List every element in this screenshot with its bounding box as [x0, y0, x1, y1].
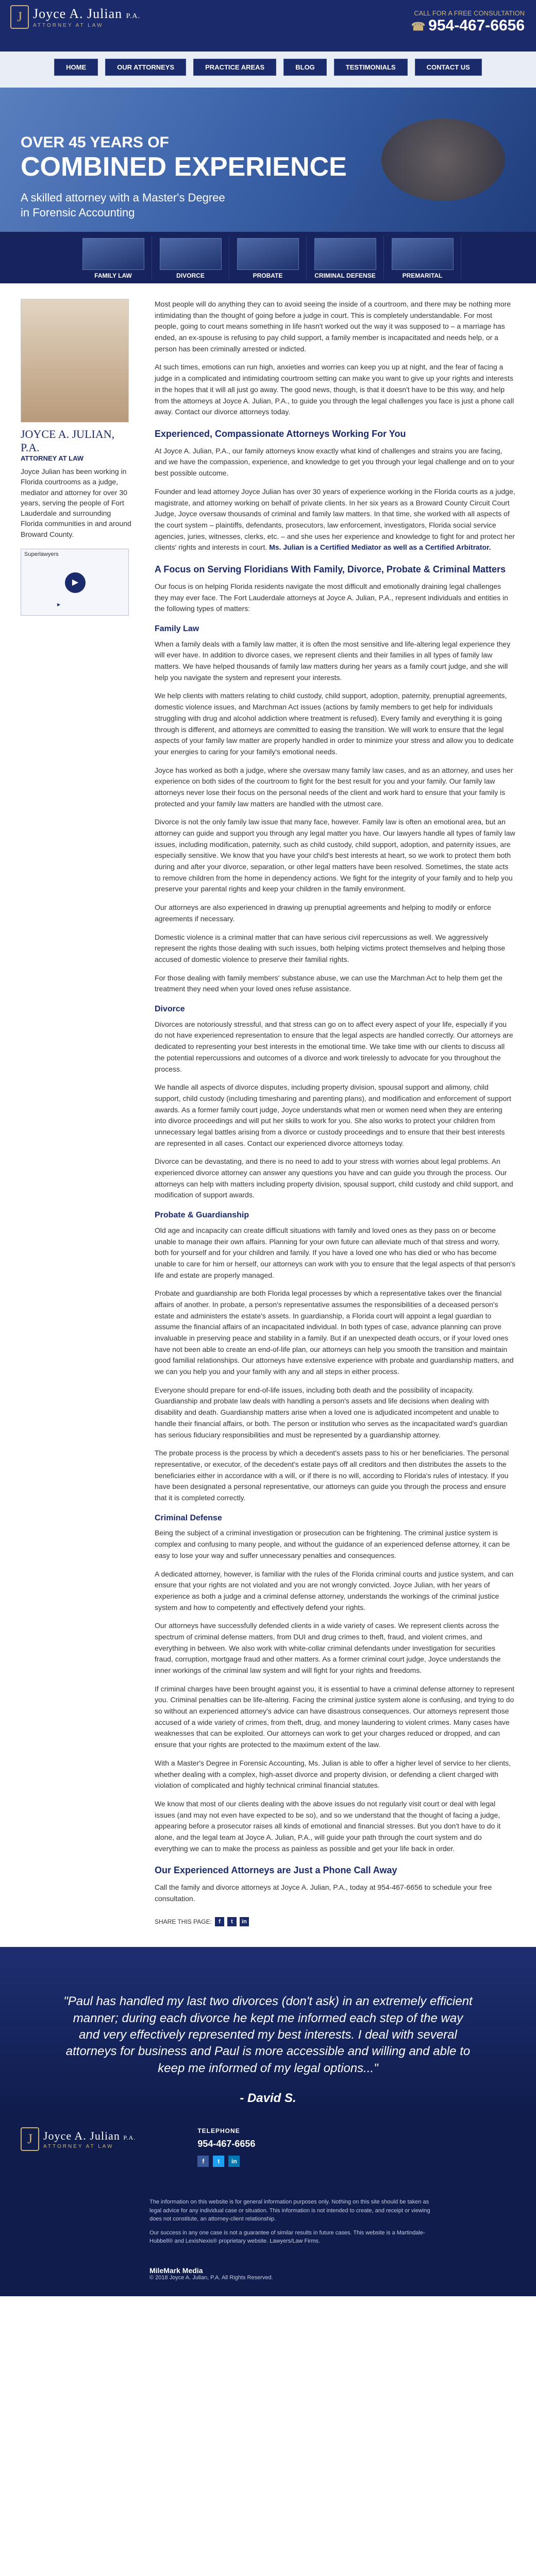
heading-focus: A Focus on Serving Floridians With Family, Divorce, Probate & Criminal Matters [155, 564, 506, 574]
nav-practice-areas[interactable]: PRACTICE AREAS [193, 59, 276, 76]
family-law-thumb [82, 238, 144, 270]
footer-logo[interactable] [21, 2127, 136, 2151]
footer-logo-mark-icon: J [21, 2127, 39, 2151]
paragraph: Call the family and divorce attorneys at Joyce A. Julian, P.A., today at 954-467-6656 to schedule your free consultation. [155, 1883, 492, 1903]
paragraph: For those dealing with family members' substance abuse, we can use the Marchman Act to help them get the treatment they need when your loved ones refuse assistance. [155, 973, 503, 993]
heading-divorce: Divorce [155, 1004, 185, 1013]
facebook-icon[interactable]: f [215, 1917, 224, 1926]
paragraph: When a family deals with a family law matter, it is often the most sensitive and life-altering legal experience they will ever have. In addition to divorce cases, we represent clients and their families in all types of family law matters. We have helped thousands of family law matters during her years as a family court judge, and she will help you navigate the system and represent your interests. [155, 639, 511, 682]
paragraph: We know that most of our clients dealing with the above issues do not regularly visit court or deal with legal issues (and may not even have expected to be so), and so we understand that the thought of facing a judge, appearing before a prosecutor raises all kinds of emotional and financial stresses. But you don't have to do it alone, and the legal team at Joyce A. Julian, P.A., will guide your path through the court system and do everything we can to make the process as painless as possible and get your life back in order. [155, 1799, 501, 1853]
hero-title: OVER 45 YEARS OF COMBINED EXPERIENCE [21, 134, 347, 182]
phone-icon: ☎ [411, 20, 426, 33]
paragraph: Our focus is on helping Florida residents navigate the most difficult and emotionally draining legal challenges they may ever face. The Fort Lauderdale attorneys at Joyce A. Julian, P.A., represent individuals and entities in the following types of matters: [155, 582, 508, 613]
sidebar [21, 299, 134, 616]
footer-logo-subtitle: ATTORNEY AT LAW [43, 2143, 114, 2149]
heading-probate: Probate & Guardianship [155, 1211, 249, 1220]
probate-thumb [237, 238, 299, 270]
site-footer [0, 2112, 536, 2296]
paragraph: Being the subject of a criminal investigation or prosecution can be frightening. The criminal justice system is complex and confusing to many people, and without the guidance of an experienced defense attorney, it can be easy to lose your way and suffer unnecessary penalties and consequences. [155, 1529, 510, 1560]
hero-subtitle: A skilled attorney with a Master's Degree in Forensic Accounting [21, 191, 225, 219]
nav-blog[interactable]: BLOG [283, 59, 327, 76]
paragraph: Divorces are notoriously stressful, and that stress can go on to affect every aspect of your life, especially if you do not have experienced representation to ensure that the legal aspects are handled correctly. Our attorneys are dedicated to representing your best interests in the emotional time. We take time with our clients to discuss all the potential repercussions and outcomes of a divorce and work tirelessly to advocate for you throughout the process. [155, 1020, 513, 1073]
gavel-image [381, 118, 505, 201]
practice-criminal-defense[interactable]: CRIMINAL DEFENSE [307, 236, 384, 279]
footer-disclaimer: The information on this website is for general information purposes only. Nothing on this site should be taken as legal advice for any individual case or situation. This information is not intended to create, and receipt or viewing does not constitute, an attorney-client relationship. Our success in any one case is not a guarantee of similar results in future cases. This website is a Martindale-Hubbell® and LexisNexis® proprietary website. Lawyers/Law Firms. [149, 2199, 430, 2245]
testimonial-band [0, 1947, 536, 2112]
paragraph: Domestic violence is a criminal matter that can have serious civil repercussions as well. We aggressively represent the rights those dealing with such issues, both helping victims protect themselves and helping those accused of domestic violence to preserve their familial rights. [155, 933, 506, 963]
heading-family-law: Family Law [155, 624, 199, 633]
hero-banner [0, 88, 536, 232]
nav-our-attorneys[interactable]: OUR ATTORNEYS [105, 59, 186, 76]
criminal-defense-thumb [314, 238, 376, 270]
paragraph: Our attorneys are also experienced in drawing up prenuptial agreements and helping to modify or enforce agreements if necessary. [155, 903, 491, 923]
practice-family-law[interactable]: FAMILY LAW [75, 236, 152, 279]
paragraph: Joyce has worked as both a judge, where she oversaw many family law cases, and as an attorney, and uses her experience on both sides of the courtroom to fight for the best result for you and your family. Our family law attorneys never lose their focus on the personal needs of the client and work hard to ensure that your family is protected and your family law matters are handled with the utmost care. [155, 766, 513, 808]
paragraph: With a Master's Degree in Forensic Accounting, Ms. Julian is able to offer a higher level of service to her clients, whether dealing with a complex, high-asset divorce and property division, or defending a client charged with violation of complicated and highly technical criminal financial statutes. [155, 1758, 511, 1790]
logo-name: Joyce A. Julian P.A. [33, 6, 141, 21]
attorney-name: JOYCE A. JULIAN, P.A. [21, 428, 115, 454]
main-content [0, 283, 536, 1926]
testimonial-quote: "Paul has handled my last two divorces (don't ask) in an extremely efficient manner; during each divorce he kept me informed each step of the way and very effectively represented my best interests. I deal with several attorneys for business and Paul is more accessible and willing and able to keep me informed of my legal options..." [63, 1994, 473, 2075]
divorce-thumb [160, 238, 222, 270]
play-icon[interactable]: ▶ [65, 572, 86, 593]
heading-call: Our Experienced Attorneys are Just a Phone Call Away [155, 1865, 397, 1876]
call-label: CALL FOR A FREE CONSULTATION [414, 9, 525, 17]
logo-mark-icon: J [10, 5, 29, 29]
footer-phone[interactable]: 954-467-6656 [197, 2139, 256, 2149]
practice-probate[interactable]: PROBATE [229, 236, 307, 279]
share-bar [155, 1917, 515, 1927]
logo[interactable] [10, 5, 140, 29]
attorney-role: ATTORNEY AT LAW [21, 454, 84, 462]
attorney-bio: Joyce Julian has been working in Florida courtrooms as a judge, mediator and attorney for over 30 years, serving the people of Fort Lauderdale and surrounding Florida communities in and around Broward County. [21, 467, 131, 538]
practice-divorce[interactable]: DIVORCE [152, 236, 229, 279]
paragraph: If criminal charges have been brought against you, it is essential to have a criminal defense attorney to represent you. Criminal penalties can be life-altering. Facing the criminal justice system alone is confusing, and trying to do so without an experienced attorney's advice can have disastrous consequences. Our attorneys represent those accused of a wide variety of crimes, from theft, drug, and money laundering to violent crimes. Many cases have weaknesses that can be exploited. Our attorneys can work to get your charges reduced or dropped, and can ensure that your rights are protected to the maximum extent of the law. [155, 1684, 515, 1749]
paragraph: Our attorneys have successfully defended clients in a wide variety of cases. We represent clients across the spectrum of criminal defense matters, from DUI and drug crimes to theft, fraud, and violent crimes, and everything in between. We also work with white-collar criminal defendants under investigation for securities fraud, corruption, mortgage fraud and other matters. As a former criminal court judge, Joyce understands the inner workings of the criminal law system and will fight for your rights and freedoms. [155, 1621, 501, 1675]
paragraph: Divorce is not the only family law issue that many face, however. Family law is often an emotional area, but an attorney can guide and support you through any legal matter you have. Our lawyers handle all types of family law issues, including modification, paternity, such as child custody, child support, adoption, and paternity issues, are especially sensitive. We know that you have your child's best interests at heart, so we work to protect them both during and after your divorce, separation, or other legal matters have been resolved. Sometimes, the state acts to remove children from the home in dependency actions. We fight for the integrity of your family and to help you preserve your parental rights and keep your children in the family environment. [155, 818, 515, 893]
nav-testimonials[interactable]: TESTIMONIALS [334, 59, 408, 76]
site-header [0, 0, 536, 52]
paragraph: At Joyce A. Julian, P.A., our family attorneys know exactly what kind of challenges and strains you are facing, and we have the compassion, experience, and knowledge to get you through your legal challenge and on to your best possible outcome. [155, 446, 515, 478]
paragraph: A dedicated attorney, however, is familiar with the rules of the Florida criminal courts and justice system, and can ensure that your rights are not violated and you are not wrongly convicted. Joyce Julian, with her years of experience as both a judge and a criminal defense attorney, understands the workings of the criminal justice system and how to competently and effectively defend your rights. [155, 1569, 514, 1612]
share-label: SHARE THIS PAGE: [155, 1918, 212, 1925]
video-label: Superlawyers [24, 551, 59, 558]
paragraph: We help clients with matters relating to child custody, child support, adoption, paternity, prenuptial agreements, domestic violence issues, and Marchman Act issues (actions by family members to get help for individuals struggling with drug and alcohol addiction where treatment is refused). Every family and everything it is going through is different, and attorneys are committed to easing the transition. We will work to ensure that the legal aspects of your family law matter are properly handled in order to minimize your stress and allow you to dedicate your energies to caring for your family's emotional needs. [155, 691, 514, 756]
video-arrow-icon: ▸ [57, 601, 61, 608]
paragraph: Most people will do anything they can to avoid seeing the inside of a courtroom, and there may be nothing more intimidating than the thought of going before a judge in court. This is completely understandable. For most people, going to court means something in life hasn't worked out the way it was supposed to – a marriage has ended, an ex-spouse is refusing to pay child support, a family member is incapacitated and needs help, or a person has been criminally arrested or indicted. [155, 300, 511, 353]
telephone-label: TELEPHONE [197, 2127, 240, 2135]
footer-twitter-icon[interactable]: t [213, 2156, 224, 2167]
nav-bar [0, 52, 536, 88]
linkedin-icon[interactable]: in [240, 1917, 249, 1926]
paragraph: Founder and lead attorney Joyce Julian has over 30 years of experience working in the Florida courts as a judge, magistrate, and attorney working on behalf of private clients. In her six years as a Broward County Circuit Court Judge, Joyce oversaw thousands of criminal and family law matters. In that time, she worked with all aspects of the court system – plaintiffs, defendants, prosecutors, law enforcement, investigators, Florida social service agencies, juries, witnesses, clerks, etc. – and she uses her experience and knowledge to fight for and protect her clients' rights and interests in court. Ms. Julian is a Certified Mediator as well as a Certified Arbitrator. [155, 487, 515, 552]
paragraph: At such times, emotions can run high, anxieties and worries can keep you up at night, and the fear of facing a judge in a complicated and intimidating courtroom setting can make you want to give up your rights and interests in the hopes that it will all just go away. The good news, though, is that it doesn't have to be this way, and help from the attorneys at Joyce A. Julian, P.A., to guide you through the legal challenges you face is just a phone call away. Contact our divorce attorneys today. [155, 363, 514, 416]
attorney-portrait [21, 299, 129, 422]
copyright: © 2018 Joyce A. Julian, P.A. All Rights Reserved. [149, 2274, 273, 2281]
footer-contact [197, 2127, 255, 2167]
article [155, 299, 515, 1926]
testimonial-author: - David S. [240, 2091, 296, 2106]
video-box[interactable] [21, 549, 129, 616]
practice-strip [0, 232, 536, 283]
nav-home[interactable]: HOME [54, 59, 98, 76]
paragraph: The probate process is the process by which a decedent's assets pass to his or her beneficiaries. The personal representative, or executor, of the decedent's estate pays off all creditors and then distributes the assets to the beneficiaries either in accordance with a will, or if there is no will, according to Florida's rules of intestacy. If you have been designated a personal representative, our attorneys can guide you through the process and ensure that it is completed correctly. [155, 1449, 509, 1502]
header-phone[interactable]: ☎ 954-467-6656 [411, 17, 525, 34]
paragraph: Old age and incapacity can create difficult situations with family and loved ones as they pass on or become unable to manage their own affairs. Planning for your own future can alleviate much of that stress and worry, both for yourself and for your children and family. If you have a loved one who has died or who has become unable to care for him or herself, our attorneys can work with you to ensure that the legal aspects of that person's life and estate are properly managed. [155, 1226, 515, 1279]
footer-facebook-icon[interactable]: f [197, 2156, 209, 2167]
nav-contact-us[interactable]: CONTACT US [415, 59, 482, 76]
twitter-icon[interactable]: t [227, 1917, 237, 1926]
heading-experienced: Experienced, Compassionate Attorneys Working For You [155, 428, 406, 439]
milemark-logo[interactable]: MileMark Media [149, 2266, 203, 2275]
logo-subtitle: ATTORNEY AT LAW [33, 22, 104, 28]
paragraph: Divorce can be devastating, and there is no need to add to your stress with worries about legal problems. An experienced divorce attorney can answer any questions you have and can guide you through the process. Our attorneys can help with matters including property division, spousal support, child custody and child support, and modification of support awards. [155, 1157, 513, 1199]
paragraph: Probate and guardianship are both Florida legal processes by which a representative takes over the financial affairs of another. In probate, a person's representative assumes the responsibilities of a deceased person's estate and administers the estate's assets. In guardianship, a Florida court will appoint a legal guardian to assume the financial affairs of an incapacitated individual. In both types of case, advance planning can prove invaluable in preserving peace and stability in a family. But if an unexpected death occurs, or if your loved ones have not been able to create an end-of-life plan, our attorneys can help you smooth the transition and maintain good familial relationships. Our attorneys have extensive experience with probate and guardianship matters, and we can you help you and your family with any and all steps in either process. [155, 1289, 514, 1376]
main-nav [0, 59, 536, 76]
heading-criminal: Criminal Defense [155, 1513, 222, 1522]
footer-bottom [149, 2266, 515, 2281]
footer-linkedin-icon[interactable]: in [228, 2156, 240, 2167]
footer-social [197, 2156, 255, 2167]
practice-premarital[interactable]: PREMARITAL [384, 236, 461, 279]
paragraph: We handle all aspects of divorce disputes, including property division, spousal support and alimony, child support, child custody (including timesharing and parenting plans), and modification and enforcement of support awards. As a former family court judge, Joyce understands what men or women need when they are entering into divorce proceedings and will put her skills to work for you. She also works to protect your children from unnecessary legal battles arising from a divorce or custody proceedings and to ensure that their best interests are represented in all cases. Contact our experienced divorce attorneys today. [155, 1083, 511, 1147]
call-box [411, 9, 525, 35]
footer-top [21, 2127, 515, 2167]
premarital-thumb [392, 238, 454, 270]
paragraph: Everyone should prepare for end-of-life issues, including both death and the possibility of incapacity. Guardianship and probate law deals with handling a person's assets and life decisions when dealing with disability and death. Guardianship matters arise when a loved one is adjudicated incompetent and unable to handle their financial affairs, or both. The person or institution who serves as the incapacitated ward's guardian has serious fiduciary responsibilities and must be represented by a guardianship attorney. [155, 1385, 508, 1439]
footer-logo-name: Joyce A. Julian P.A. [43, 2129, 136, 2142]
